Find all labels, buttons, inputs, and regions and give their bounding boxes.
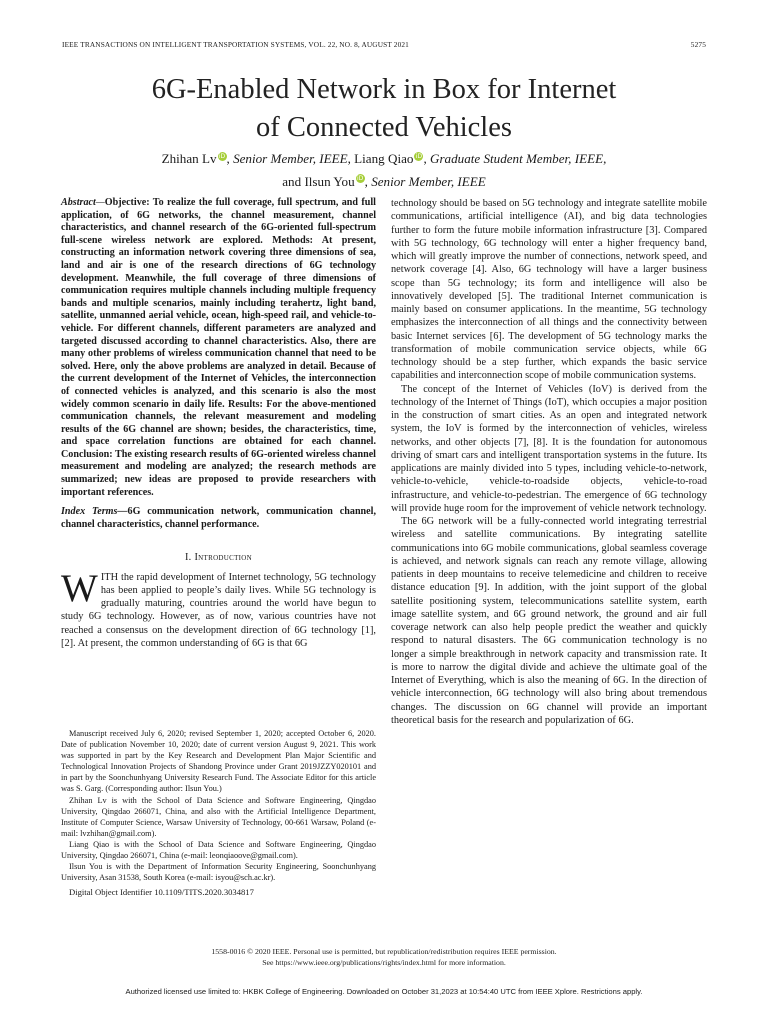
title-line-1: 6G-Enabled Network in Box for Internet — [151, 74, 617, 105]
page-number: 5275 — [690, 40, 706, 49]
intro-paragraph — [61, 566, 376, 651]
copyright-notice — [0, 947, 768, 968]
author-list: Zhihan Lv iD, Senior Member, IEEE, Liang Qiao iD, Graduate Student Member, IEEE, and Ilsun You iD, Senior Member, IEEE — [161, 151, 607, 189]
drop-cap: W — [61, 566, 98, 610]
author-conjunction: and — [282, 173, 302, 189]
rights-link[interactable]: See https://www.ieee.org/publications/rights/index.html for more information. — [262, 957, 506, 967]
index-terms: Index Terms—6G communication network, communication channel, channel characteristics, channel performance. — [61, 506, 376, 530]
title-line-2: of Connected Vehicles — [256, 112, 512, 143]
journal-name: IEEE TRANSACTIONS ON INTELLIGENT TRANSPORTATION SYSTEMS, VOL. 22, NO. 8, AUGUST 2021 — [62, 40, 409, 49]
copyright-line: 1558-0016 © 2020 IEEE. Personal use is permitted, but republication/redistribution requires IEEE permission. — [211, 947, 557, 956]
body-paragraph: technology should be based on 5G technology and integrate satellite mobile communications, artificial intelligence (AI), and big data technologies further to form the future mobile information infrastructure [3]. Compared with 5G technology, 6G technology will enter a higher frequency band, which will greatly improve the number of connections, network speed, and network coverage [4]. Also, 6G technology will have a larger business scope than 5G technology; its form and intelligence will also be innovatively developed [5]. The traditional Internet communication is mainly based on consumer applications. In the meantime, 5G technology emphasizes the interconnection of all things and the connectivity between basic Internet services [6]. The development of 5G technology marks the transformation of mobile communication service objects, while 6G technology should be a step further, which expands the basic service capabilities and interconnection scope of mobile communication systems. — [391, 198, 707, 382]
author-role: Graduate Student Member, IEEE — [430, 151, 604, 166]
footnotes — [61, 728, 376, 898]
abstract-text: Objective: To realize the full coverage, full spectrum, and full application, of 6G networks, the channel measurement, channel characteristics, and channel research of the 6G-oriented full-spectrum full-scene wireless network are explored. Methods: At present, constructing an information network covering three dimensions of sea, land and air is one of the research directions of 6G technology development. Meanwhile, the full coverage of three dimensions of communication requires multiple channels including multiple frequency bands and multiple scenarios, mainly including terahertz, light band, satellite, unmanned aerial vehicle, ocean, high-speed rail, and vehicle-to-vehicle. For different channels, different parameters are analyzed and targeted discussed according to channel characteristics. Also, there are many other problems of wireless communication channel that need to be solved. Here, only the above problems are analyzed in detail. Because of the current development of the Internet of Vehicles, the interconnection of connected vehicles is analyzed, and this scenario is also the most widely common scenario in daily life. Results: For the above-mentioned communication channels, the relevant measurement and modeling results of the 6G channel are shown; besides, the characteristics, time, and space correlation functions are obtained for each channel. Conclusion: The existing research results of 6G-oriented wireless channel measurement and modeling are analyzed; the research methods are summarized; new ideas are proposed to provide researchers with important references. — [61, 197, 376, 498]
footnote-received: Manuscript received July 6, 2020; revised September 1, 2020; accepted October 6, 2020. Date of publication November 10, 2020; date of current version August 9, 2021. This work was supported in part by the Key Research and Development Plan Major Scientific and Technological Innovation Projects of Shandong Province under Grant 2019JZZY020101 and in part by the Soonchunhyang University Research Fund. The Associate Editor for this article was S. Garg. (Corresponding author: Ilsun You.) — [61, 729, 376, 794]
license-notice: Authorized licensed use limited to: HKBK College of Engineering. Downloaded on October 31,2023 at 10:54:40 UTC from IEEE Xplore. Restrictions apply. — [125, 987, 643, 996]
footnote-affiliation: Ilsun You is with the Department of Information Security Engineering, Soonchunhyang University, Asan 31538, South Korea (e-mail: isyou@sch.ac.kr). — [61, 862, 376, 883]
abstract: Abstract—Objective: To realize the full coverage, full spectrum, and full application, of 6G networks, the channel measurement, channel characteristics, and channel research of the 6G-oriented full-spectrum full-scene wireless network are explored. Methods: At present, constructing an information network covering three dimensions of sea, land and air is one of the research directions of 6G technology development. Meanwhile, the full coverage of three dimensions of communication requires multiple channels including multiple frequency bands and multiple scenarios, mainly including terahertz, light band, satellite, unmanned aerial vehicle, ocean, high-speed rail, and vehicle-to-vehicle. For different channels, different parameters are analyzed and targeted discussed according to channel characteristics. Also, there are many other problems of wireless communication channel that need to be solved. Here, only the above problems are analyzed in detail. Because of the current development of the Internet of Vehicles, the interconnection of connected vehicles is analyzed, and this scenario is also the most widely common scenario in daily life. Results: For the above-mentioned communication channels, the relevant measurement and modeling results of the 6G channel are shown; besides, the characteristics, time, and space correlation functions are obtained for each channel. Conclusion: The existing research results of 6G-oriented wireless channel measurement and modeling are analyzed; the research methods are summarized; new ideas are proposed to provide researchers with important references. — [61, 197, 376, 498]
author-name: Ilsun You — [304, 173, 355, 189]
intro-text: ITH the rapid development of Internet technology, 5G technology has been applied to people’s daily lives. While 5G technology is gradually maturing, countries around the world have begun to study 6G technology. However, as of now, various countries have not reached a consensus on the development direction of 6G technology [1], [2]. At present, the common understanding of 6G is that 6G — [61, 571, 376, 649]
body-paragraph: The concept of the Internet of Vehicles (IoV) is derived from the technology of the Internet of Things (IoT), which occupies a major position in the construction of smart cities. As an open and integrated network system, the IoV is formed by the interconnection of vehicles, wireless networks, and other objects [7], [8]. It is the foundation for autonomous driving of smart cars and intelligent transportation systems in the future. Its applications are mainly divided into 5 types, including vehicle-to-network, vehicle-to-vehicle, vehicle-to-roadside objects, vehicle-to-road infrastructure, and vehicle-to-pedestrian. The emergence of 6G technology will provide huge room for the improvement of vehicle network technology. — [391, 383, 707, 514]
orcid-icon[interactable]: iD — [357, 175, 364, 183]
paper-title — [60, 71, 708, 147]
author-name: Zhihan Lv — [161, 151, 217, 166]
footnote-affiliation: Zhihan Lv is with the School of Data Science and Software Engineering, Qingdao University, Qingdao 266071, China, and also with the Artificial Intelligence Department, Institute of Computer Science, Warsaw University of Technology, 00-661 Warsaw, Poland (e-mail: lvzhihan@gmail.com). — [61, 795, 376, 838]
orcid-icon[interactable]: iD — [415, 152, 423, 160]
author-role: Senior Member, IEEE — [233, 151, 348, 166]
section-heading: I. Introduction — [184, 552, 253, 564]
author-role: Senior Member, IEEE — [371, 173, 486, 189]
footnote-affiliation: Liang Qiao is with the School of Data Science and Software Engineering, Qingdao University, Qingdao 266071, China (e-mail: leonqiaoove@gmail.com). — [61, 839, 376, 861]
index-terms-text: 6G communication network, communication channel, channel characteristics, channel performance. — [61, 506, 376, 530]
left-column — [61, 197, 376, 650]
body-paragraph: The 6G network will be a fully-connected world integrating terrestrial wireless and satellite communications. By integrating satellite communications into 6G mobile communications, global seamless coverage is achieved, and network signals can reach any remote village, allowing patients in deep mountains to receive telemedicine and children to receive distance education [9]. In addition, with the joint support of the global satellite positioning system, telecommunications satellite system, earth image satellite system, and 6G ground network, the ground and air full coverage network can also help people predict the weather and quickly respond to natural disasters. The 6G communication technology is no longer a simple breakthrough in network capacity and transmission rate. It is more to narrow the digital divide and achieve the ultimate goal of the Internet of Everything, which is also the meaning of 6G. In the direction of vehicle interconnection, 6G technology will also bring about tremendous changes. The discussion on 6G channel will provide an important theoretical basis for the research and popularization of 6G. — [391, 516, 707, 726]
doi[interactable]: Digital Object Identifier 10.1109/TITS.2020.3034817 — [69, 887, 254, 898]
author-name: Liang Qiao — [354, 151, 414, 166]
right-column — [391, 197, 707, 727]
orcid-icon[interactable]: iD — [218, 152, 226, 160]
running-header — [62, 40, 706, 52]
